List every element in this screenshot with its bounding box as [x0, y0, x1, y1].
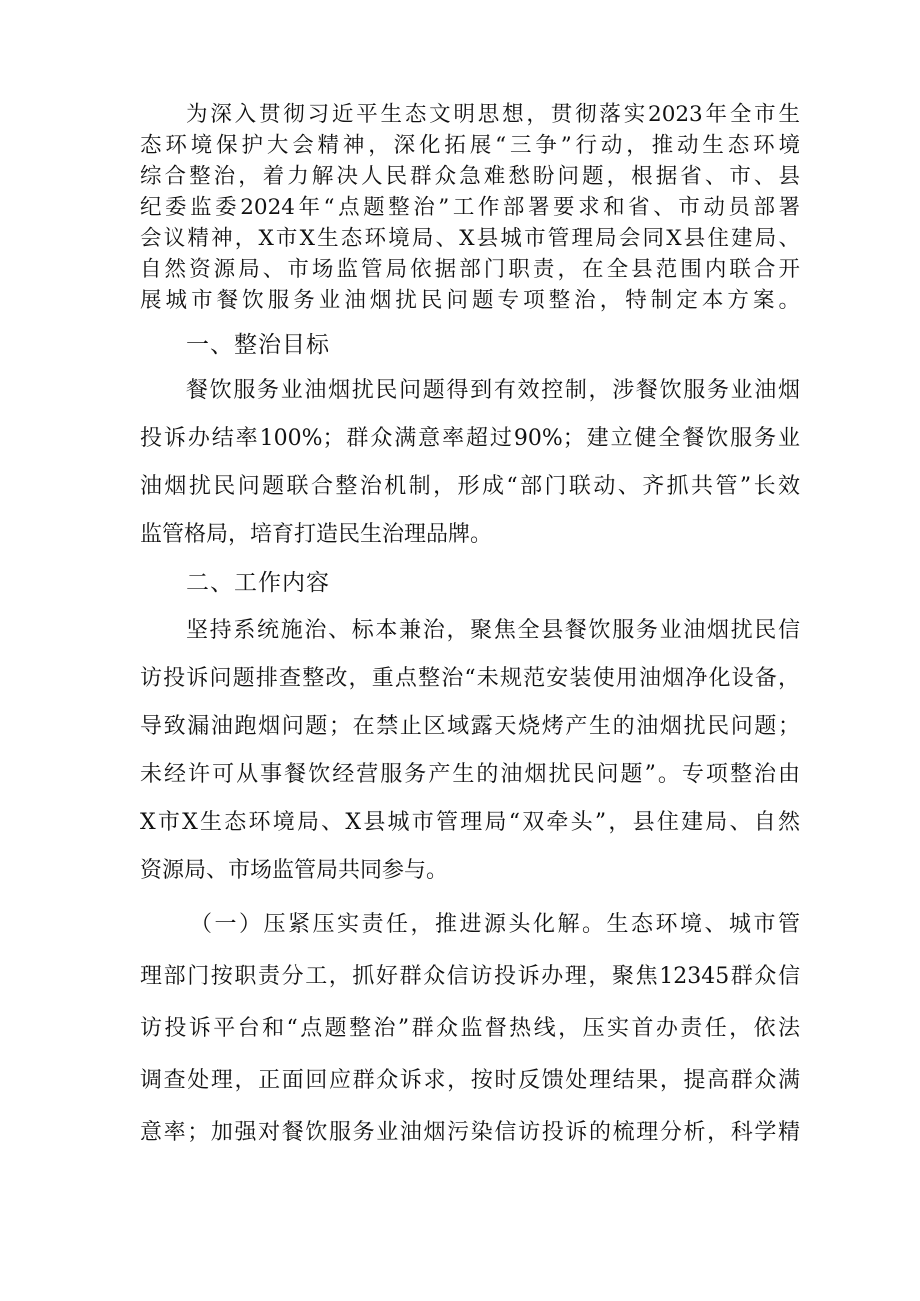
subsection1-line: 意率；加强对餐饮服务业油烟污染信访投诉的梳理分析，科学精	[140, 1120, 800, 1145]
section2-line: 坚持系统施治、标本兼治，聚焦全县餐饮服务业油烟扰民信	[186, 618, 800, 643]
section2-line: 未经许可从事餐饮经营服务产生的油烟扰民问题”。专项整治由	[140, 762, 800, 787]
paragraph1-line: 展城市餐饮服务业油烟扰民问题专项整治，特制定本方案。	[140, 288, 800, 313]
paragraph1-line: 会议精神，X市X生态环境局、X县城市管理局会同X县住建局、	[140, 226, 800, 251]
section1-line: 投诉办结率100%；群众满意率超过90%；建立健全餐饮服务业	[140, 426, 800, 451]
section2-line: X市X生态环境局、X县城市管理局“双牵头”，县住建局、自然	[140, 810, 800, 835]
subsection1-line: 调查处理，正面回应群众诉求，按时反馈处理结果，提高群众满	[140, 1068, 800, 1093]
paragraph1-line: 自然资源局、市场监管局依据部门职责，在全县范围内联合开	[140, 257, 800, 282]
section2-line: 导致漏油跑烟问题；在禁止区域露天烧烤产生的油烟扰民问题；	[140, 714, 800, 739]
subsection1-line: （一）压紧压实责任，推进源头化解。生态环境、城市管	[190, 912, 800, 937]
subsection1-line: 理部门按职责分工，抓好群众信访投诉办理，聚焦12345群众信	[140, 964, 800, 989]
paragraph1-line: 综合整治，着力解决人民群众急难愁盼问题，根据省、市、县	[140, 164, 800, 189]
section1-line: 监管格局，培育打造民生治理品牌。	[140, 522, 493, 547]
paragraph1-line: 态环境保护大会精神，深化拓展“三争”行动，推动生态环境	[140, 133, 800, 158]
section2-line: 访投诉问题排查整改，重点整治“未规范安装使用油烟净化设备，	[140, 666, 800, 691]
section1-line: 油烟扰民问题联合整治机制，形成“部门联动、齐抓共管”长效	[140, 474, 800, 499]
section1-line: 餐饮服务业油烟扰民问题得到有效控制，涉餐饮服务业油烟	[186, 378, 800, 403]
paragraph1-line: 为深入贯彻习近平生态文明思想，贯彻落实2023年全市生	[186, 102, 800, 127]
section2-heading: 二、工作内容	[186, 570, 330, 596]
section1-heading: 一、整治目标	[186, 332, 330, 358]
section2-line: 资源局、市场监管局共同参与。	[140, 858, 449, 883]
subsection1-line: 访投诉平台和“点题整治”群众监督热线，压实首办责任，依法	[140, 1016, 800, 1041]
paragraph1-line: 纪委监委2024年“点题整治”工作部署要求和省、市动员部署	[140, 195, 800, 220]
